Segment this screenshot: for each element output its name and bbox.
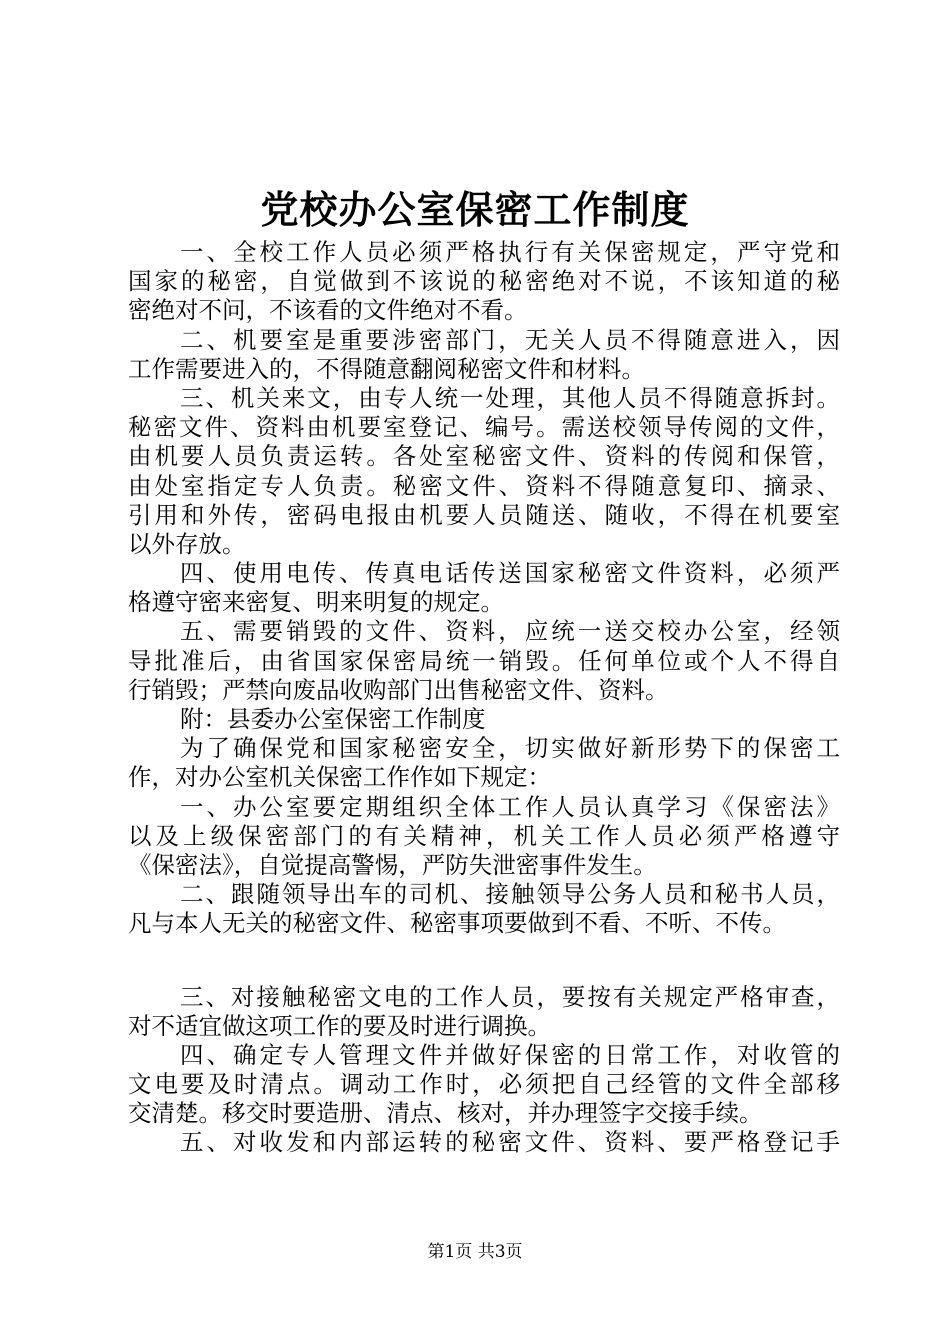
paragraph-line: 由机要人员负责运转。各处室秘密文件、资料的传阅和保管， — [128, 442, 840, 471]
paragraph-line: 行销毁；严禁向废品收购部门出售秘密文件、资料。 — [128, 675, 669, 704]
paragraph-line: 引用和外传，密码电报由机要人员随送、随收，不得在机要室 — [128, 500, 840, 529]
paragraph-line: 以外存放。 — [128, 529, 246, 558]
paragraph-line: 文电要及时清点。调动工作时，必须把自己经管的文件全部移 — [128, 1070, 840, 1099]
paragraph-line: 《保密法》，自觉提高警惕，严防失泄密事件发生。 — [128, 850, 657, 879]
appendix-heading: 附：县委办公室保密工作制度 — [180, 705, 486, 733]
paragraph-line: 一、办公室要定期组织全体工作人员认真学习《保密法》 — [180, 792, 840, 821]
paragraph-line: 以及上级保密部门的有关精神，机关工作人员必须严格遵守 — [128, 821, 840, 850]
paragraph-line: 二、机要室是重要涉密部门，无关人员不得随意进入，因 — [180, 325, 840, 354]
paragraph-line: 四、确定专人管理文件并做好保密的日常工作，对收管的 — [180, 1040, 840, 1069]
paragraph-line: 国家的秘密，自觉做到不该说的秘密绝对不说，不该知道的秘 — [128, 267, 840, 296]
paragraph-line: 交清楚。移交时要造册、清点、核对，并办理签字交接手续。 — [128, 1099, 763, 1128]
document-title: 党校办公室保密工作制度 — [260, 187, 690, 232]
document-body — [128, 238, 840, 1158]
paragraph-line: 工作需要进入的，不得随意翻阅秘密文件和材料。 — [128, 354, 645, 383]
paragraph-line: 二、跟随领导出车的司机、接触领导公务人员和秘书人员， — [180, 880, 840, 909]
paragraph-line: 为了确保党和国家秘密安全，切实做好新形势下的保密工 — [180, 734, 840, 763]
paragraph-line: 四、使用电传、传真电话传送国家秘密文件资料，必须严 — [180, 559, 840, 588]
blank-line — [128, 939, 840, 983]
paragraph-line: 密绝对不问，不该看的文件绝对不看。 — [128, 296, 528, 325]
paragraph-line: 对不适宜做这项工作的要及时进行调换。 — [128, 1011, 551, 1040]
paragraph-line: 作，对办公室机关保密工作作如下规定： — [128, 763, 551, 792]
page-footer: 第1页 共3页 — [427, 1242, 523, 1262]
paragraph-line: 凡与本人无关的秘密文件、秘密事项要做到不看、不听、不传。 — [128, 909, 786, 938]
paragraph-line: 三、对接触秘密文电的工作人员，要按有关规定严格审查， — [180, 982, 840, 1011]
paragraph-line: 格遵守密来密复、明来明复的规定。 — [128, 588, 504, 617]
paragraph-line: 由处室指定专人负责。秘密文件、资料不得随意复印、摘录、 — [128, 471, 840, 500]
paragraph-line: 五、需要销毁的文件、资料，应统一送交校办公室，经领 — [180, 617, 840, 646]
paragraph-line: 三、机关来文，由专人统一处理，其他人员不得随意拆封。 — [180, 383, 840, 412]
paragraph-line: 导批准后，由省国家保密局统一销毁。任何单位或个人不得自 — [128, 646, 840, 675]
paragraph-line: 一、全校工作人员必须严格执行有关保密规定，严守党和 — [180, 238, 840, 266]
paragraph-line: 五、对收发和内部运转的秘密文件、资料、要严格登记手 — [180, 1128, 840, 1157]
paragraph-line: 秘密文件、资料由机要室登记、编号。需送校领导传阅的文件， — [128, 413, 840, 442]
